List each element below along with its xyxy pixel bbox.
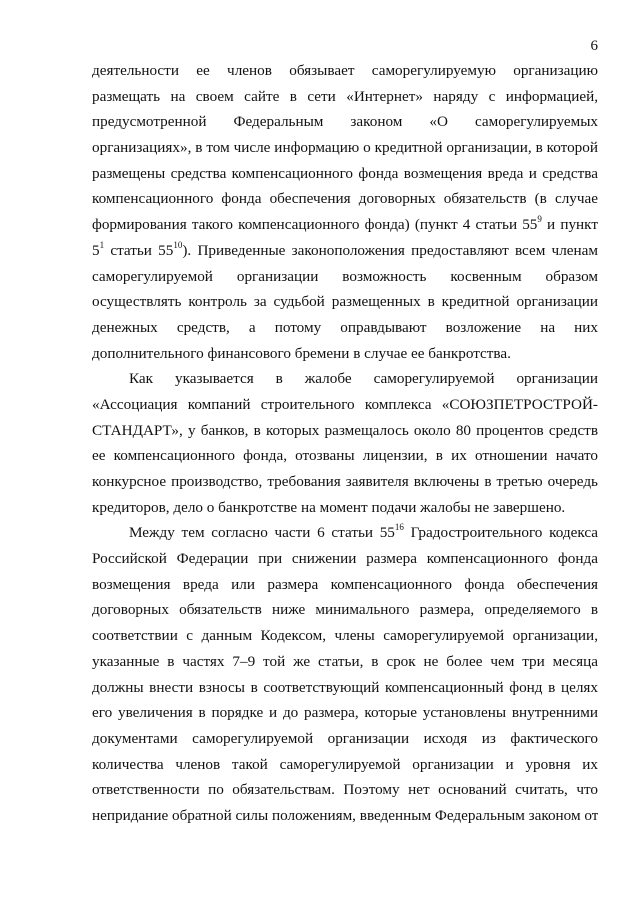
text-line bbox=[92, 341, 598, 367]
text-segment: 5 bbox=[92, 241, 100, 259]
text-segment: ). Приведенные законоположения предоставляют всем членам bbox=[182, 241, 598, 259]
text-segment: и пункт bbox=[541, 216, 598, 234]
text-segment: СТАНДАРТ», у банков, в которых размещалось около 80 процентов средств bbox=[92, 421, 598, 439]
text-line bbox=[92, 418, 598, 444]
text-line bbox=[92, 212, 598, 238]
superscript: 9 bbox=[537, 214, 542, 225]
text-line bbox=[92, 264, 598, 290]
text-segment: указанные в частях 7–9 той же статьи, в срок не более чем три месяца bbox=[92, 652, 598, 670]
text-line bbox=[92, 392, 598, 418]
text-segment: дополнительного финансового бремени в случае ее банкротства. bbox=[92, 344, 511, 362]
text-line bbox=[92, 495, 598, 521]
text-segment: количества членов такой саморегулируемой организации и уровня их bbox=[92, 755, 598, 773]
superscript: 10 bbox=[173, 239, 183, 250]
text-segment: саморегулируемой организации возможность косвенным образом bbox=[92, 267, 598, 285]
text-line bbox=[92, 366, 598, 392]
text-segment: документами саморегулируемой организации исходя из фактического bbox=[92, 729, 598, 747]
superscript: 16 bbox=[394, 522, 404, 533]
text-line bbox=[92, 675, 598, 701]
text-line bbox=[92, 84, 598, 110]
text-line bbox=[92, 161, 598, 187]
text-line bbox=[92, 238, 598, 264]
text-segment: размещены средства компенсационного фонда возмещения вреда и средства bbox=[92, 164, 598, 182]
text-line bbox=[92, 649, 598, 675]
text-segment: размещать на своем сайте в сети «Интернет» наряду с информацией, bbox=[92, 87, 598, 105]
text-line bbox=[92, 777, 598, 803]
text-segment: непридание обратной силы положениям, введенным Федеральным законом от bbox=[92, 806, 598, 824]
text-line bbox=[92, 546, 598, 572]
text-segment: осуществлять контроль за судьбой размещенных в кредитной организации bbox=[92, 293, 598, 311]
text-segment: ответственности по обязательствам. Поэтому нет оснований считать, что bbox=[92, 781, 598, 799]
text-segment: денежных средств, а потому оправдывают возложение на них bbox=[92, 318, 598, 336]
text-segment: Между тем согласно части 6 статьи 55 bbox=[129, 524, 395, 542]
text-line bbox=[92, 443, 598, 469]
text-segment: деятельности ее членов обязывает саморегулируемую организацию bbox=[92, 62, 598, 79]
text-line bbox=[92, 58, 598, 84]
text-segment: договорных обязательств ниже минимального размера, определяемого в bbox=[92, 601, 598, 619]
text-line bbox=[92, 752, 598, 778]
text-line bbox=[92, 315, 598, 341]
text-line bbox=[92, 726, 598, 752]
text-segment: статьи 55 bbox=[104, 241, 174, 259]
text-segment: ее компенсационного фонда, отозваны лицензии, в их отношении начато bbox=[92, 447, 598, 465]
text-line bbox=[92, 469, 598, 495]
text-segment: его увеличения в порядке и до размера, которые установлены внутренними bbox=[92, 704, 598, 722]
text-segment: должны внести взносы в соответствующий компенсационный фонд в целях bbox=[92, 678, 598, 696]
paragraph bbox=[92, 366, 598, 520]
text-line bbox=[92, 803, 598, 829]
text-segment: формирования такого компенсационного фонда) (пункт 4 статьи 55 bbox=[92, 216, 538, 234]
text-line bbox=[92, 572, 598, 598]
text-line bbox=[92, 109, 598, 135]
text-segment: Градостроительного кодекса bbox=[403, 524, 598, 542]
paragraph bbox=[92, 58, 598, 366]
text-segment: конкурсное производство, требования заявителя включены в третью очередь bbox=[92, 473, 598, 490]
text-segment: Как указывается в жалобе саморегулируемой организации bbox=[129, 370, 598, 388]
text-segment: организациях», в том числе информацию о кредитной организации, в которой bbox=[92, 139, 598, 157]
text-segment: возмещения вреда или размера компенсационного фонда обеспечения bbox=[92, 575, 598, 593]
text-segment: кредиторов, дело о банкротстве на момент подачи жалобы не завершено. bbox=[92, 498, 566, 516]
text-segment: Российской Федерации при снижении размера компенсационного фонда bbox=[92, 550, 598, 568]
page-number: 6 bbox=[590, 38, 598, 54]
paragraph bbox=[92, 520, 598, 828]
text-segment: «Ассоциация компаний строительного комплекса «СОЮЗПЕТРОСТРОЙ- bbox=[92, 395, 598, 413]
text-line bbox=[92, 597, 598, 623]
superscript: 1 bbox=[99, 239, 105, 250]
text-line bbox=[92, 135, 598, 161]
text-segment: соответствии с данным Кодексом, члены саморегулируемой организации, bbox=[92, 627, 598, 645]
document-body bbox=[92, 58, 598, 829]
text-segment: компенсационного фонда обеспечения договорных обязательств (в случае bbox=[92, 190, 598, 208]
text-segment: предусмотренной Федеральным законом «О саморегулируемых bbox=[92, 113, 598, 131]
text-line bbox=[92, 520, 598, 546]
text-line bbox=[92, 289, 598, 315]
text-line bbox=[92, 186, 598, 212]
text-line bbox=[92, 623, 598, 649]
text-line bbox=[92, 700, 598, 726]
